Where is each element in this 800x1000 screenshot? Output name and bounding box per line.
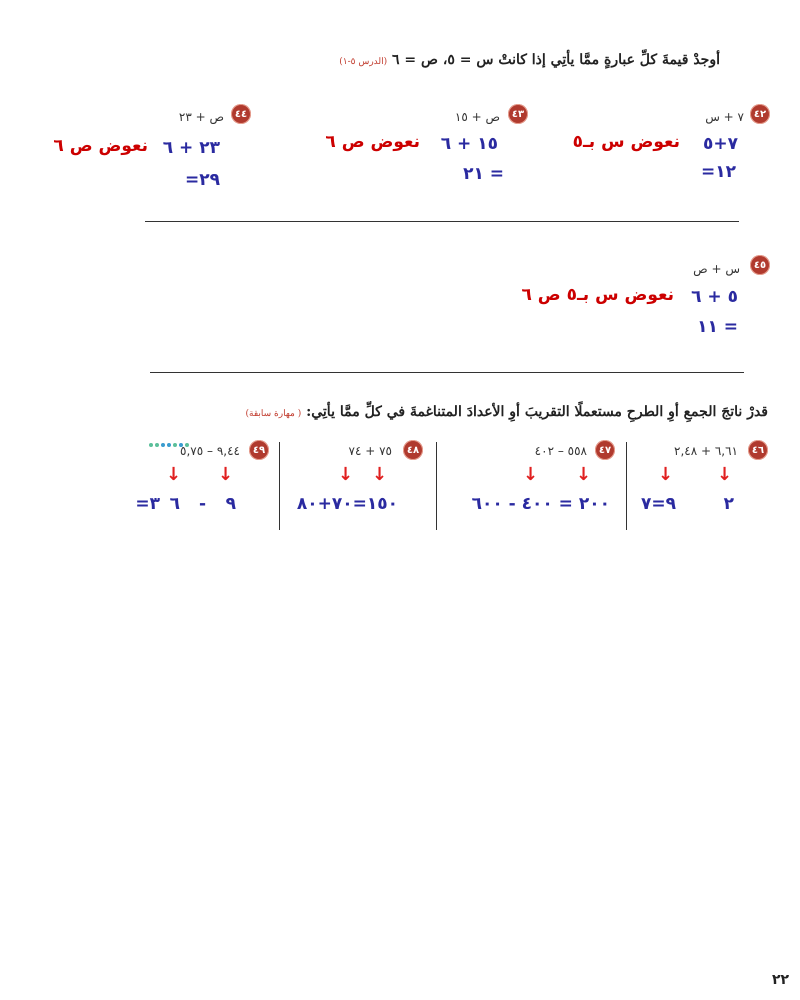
arrow-down-icon: ↓: [372, 464, 388, 485]
problem-42-work-blue: ٧+٥: [702, 134, 738, 154]
problem-49-expression: ٩,٤٤ – ٥,٧٥: [180, 444, 240, 458]
problem-42-expression: ٧ + س: [705, 110, 744, 124]
problem-44-work-red: نعوض ص ٦: [53, 136, 148, 156]
problem-43-work-blue: ١٥ + ٦: [440, 134, 498, 154]
section1-instruction: [339, 52, 720, 68]
problem-43-result: = ٢١: [463, 164, 504, 184]
problem-49-answer-d: ٩: [225, 494, 236, 514]
arrow-down-icon: ↓: [166, 464, 182, 485]
divider-2: [150, 372, 744, 373]
problem-43-expression: ص + ١٥: [454, 110, 500, 124]
skill-reference: ( مهارة سابقة): [245, 409, 302, 419]
problem-47-badge: ٤٧: [595, 440, 615, 460]
problem-43-badge: ٤٣: [508, 104, 528, 124]
problem-45-work-red: نعوض س بـ٥ ص ٦: [521, 285, 674, 305]
problem-49-answer-b: ٦: [169, 494, 180, 514]
problem-46-answer-right: ٢: [723, 494, 734, 514]
arrow-down-icon: ↓: [218, 464, 234, 485]
problem-43-work-red: نعوض ص ٦: [325, 132, 420, 152]
problem-44-badge: ٤٤: [231, 104, 251, 124]
problem-44-result: ٢٩=: [184, 170, 220, 190]
problem-48-answer: ١٥٠=٧٠+٨٠: [296, 494, 398, 514]
problem-44-expression: ص + ٢٣: [178, 110, 224, 124]
problem-45-badge: ٤٥: [750, 255, 770, 275]
arrow-down-icon: ↓: [658, 464, 674, 485]
problem-42-badge: ٤٢: [750, 104, 770, 124]
arrow-down-icon: ↓: [338, 464, 354, 485]
problem-46-badge: ٤٦: [748, 440, 768, 460]
problem-45-expression: س + ص: [693, 262, 740, 276]
problem-45-work-blue: ٥ + ٦: [691, 287, 738, 307]
problem-49-answer-a: ٣=: [135, 494, 160, 514]
problem-42-work-red: نعوض س بـ٥: [572, 132, 680, 152]
problem-46-answer-left: ٩=٧: [640, 494, 676, 514]
column-divider-3: [279, 442, 280, 530]
column-divider-2: [436, 442, 437, 530]
column-divider-1: [626, 442, 627, 530]
divider-1: [145, 221, 739, 222]
problem-46-expression: ٦,٦١ + ٢,٤٨: [674, 444, 738, 458]
problem-47-expression: ٥٥٨ – ٤٠٢: [534, 444, 587, 458]
problem-44-work-blue: ٢٣ + ٦: [162, 138, 220, 158]
problem-49-answer-c: -: [198, 494, 206, 514]
instruction-text-2: قدرْ ناتجَ الجمعِ أوِ الطرحِ مستعملًا التقريبَ أوِ الأعدادَ المتناغمةَ في كلِّ ممَّا يأتِي:: [306, 404, 768, 420]
instruction-text: أوجدْ قيمةَ كلِّ عبارةٍ ممَّا يأتِي إذا كانتْ س = ٥، ص = ٦: [392, 52, 720, 68]
problem-48-expression: ٧٥ + ٧٤: [348, 444, 392, 458]
problem-42-result: ١٢=: [700, 162, 736, 182]
problem-45-result: = ١١: [697, 317, 738, 337]
page-number: ٢٢: [772, 972, 790, 988]
arrow-down-icon: ↓: [523, 464, 539, 485]
problem-48-badge: ٤٨: [403, 440, 423, 460]
problem-49-badge: ٤٩: [249, 440, 269, 460]
lesson-reference: (الدرس ٥-١): [339, 57, 388, 67]
section2-instruction: [246, 404, 768, 420]
arrow-down-icon: ↓: [717, 464, 733, 485]
problem-47-answer: ٢٠٠ = ٤٠٠ - ٦٠٠: [471, 494, 610, 514]
arrow-down-icon: ↓: [576, 464, 592, 485]
